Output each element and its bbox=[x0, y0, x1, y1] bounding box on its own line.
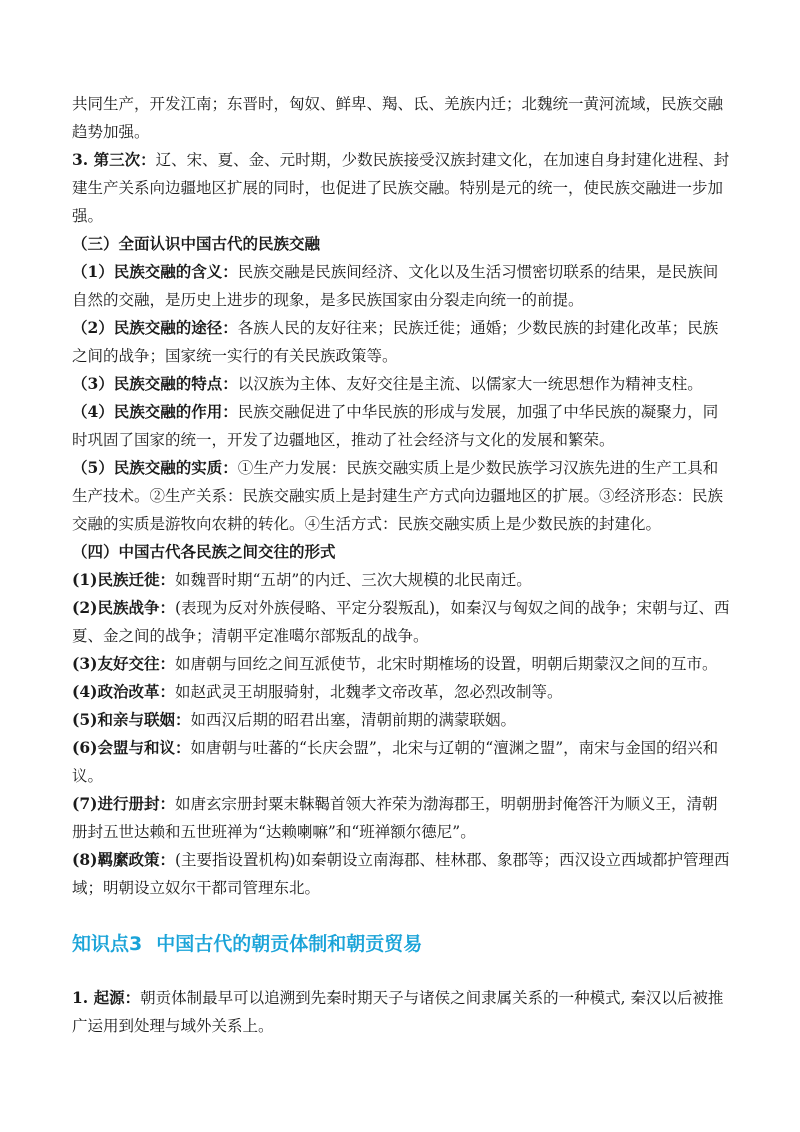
section3-item bbox=[72, 314, 732, 370]
continuation-text: 共同生产，开发江南；东晋时，匈奴、鲜卑、羯、氐、羌族内迁；北魏统一黄河流域，民族交融趋势加强。 bbox=[72, 95, 724, 141]
knowledge-point-heading bbox=[72, 930, 422, 958]
section3-item-text: 各族人民的友好往来；民族迁徙；通婚；少数民族的封建化改革；民族之间的战争；国家统一实行的有关民族政策等。 bbox=[72, 319, 719, 365]
section4-item bbox=[72, 846, 732, 902]
section4-item-text: (表现为反对外族侵略、平定分裂叛乱)，如秦汉与匈奴之间的战争；宋朝与辽、西夏、金之间的战争；清朝平定准噶尔部叛乱的战争。 bbox=[72, 599, 730, 645]
section3-title: （三）全面认识中国古代的民族交融 bbox=[72, 234, 321, 253]
section3-item bbox=[72, 454, 732, 538]
section4-item-text: 如唐玄宗册封粟末靺鞨首领大祚荣为渤海郡王，明朝册封俺答汗为顺义王，清朝册封五世达赖和五世班禅为“达赖喇嘛”和“班禅额尔德尼”。 bbox=[72, 795, 718, 841]
origin-label: 1. 起源： bbox=[72, 988, 141, 1007]
section4-item-label: (8)羁縻政策： bbox=[72, 850, 175, 869]
section4-item bbox=[72, 734, 732, 790]
section3-item-label: （5）民族交融的实质： bbox=[72, 458, 238, 477]
section3-item-text: 以汉族为主体、友好交往是主流、以儒家大一统思想作为精神支柱。 bbox=[237, 375, 703, 393]
section4-item bbox=[72, 790, 732, 846]
knowledge-point-number: 知识点3 bbox=[72, 933, 143, 955]
section3-item-label: （3）民族交融的特点： bbox=[72, 374, 238, 393]
section3-item-text: 民族交融促进了中华民族的形成与发展，加强了中华民族的凝聚力，同时巩固了国家的统一，开发了边疆地区，推动了社会经济与文化的发展和繁荣。 bbox=[72, 403, 719, 449]
section4-item-text: 如魏晋时期“五胡”的内迁、三次大规模的北民南迁。 bbox=[174, 571, 532, 589]
section3-item bbox=[72, 370, 732, 398]
third-stage-text: 辽、宋、夏、金、元时期，少数民族接受汉族封建文化，在加速自身封建化进程、封建生产关系向边疆地区扩展的同时，也促进了民族交融。特别是元的统一，使民族交融进一步加强。 bbox=[72, 151, 730, 225]
section4-item-text: 如赵武灵王胡服骑射，北魏孝文帝改革，忽必烈改制等。 bbox=[174, 683, 563, 701]
section3-item-label: （2）民族交融的途径： bbox=[72, 318, 238, 337]
section4-item-text: (主要指设置机构)如秦朝设立南海郡、桂林郡、象郡等；西汉设立西域都护管理西域；明朝设立奴尔干都司管理东北。 bbox=[72, 851, 730, 897]
origin-text: 朝贡体制最早可以追溯到先秦时期天子与诸侯之间隶属关系的一种模式, 秦汉以后被推广运用到处理与域外关系上。 bbox=[72, 989, 724, 1035]
section4-item-text: 如唐朝与吐蕃的“长庆会盟”，北宋与辽朝的“澶渊之盟”，南宋与金国的绍兴和议。 bbox=[72, 739, 719, 785]
section3-item-label: （4）民族交融的作用： bbox=[72, 402, 238, 421]
continuation-paragraph bbox=[72, 90, 732, 146]
knowledge-point-title: 中国古代的朝贡体制和朝贡贸易 bbox=[156, 933, 423, 955]
third-stage-paragraph bbox=[72, 146, 732, 230]
section4-item-label: (2)民族战争： bbox=[72, 598, 175, 617]
section4-item-text: 如唐朝与回纥之间互派使节，北宋时期榷场的设置，明朝后期蒙汉之间的互市。 bbox=[174, 655, 718, 673]
section4-item bbox=[72, 566, 732, 594]
section4-item-label: (4)政治改革： bbox=[72, 682, 175, 701]
section4-item-label: (3)友好交往： bbox=[72, 654, 175, 673]
section4-item-label: (6)会盟与和议： bbox=[72, 738, 191, 757]
section4-item-label: (5)和亲与联姻： bbox=[72, 710, 191, 729]
section3-item bbox=[72, 398, 732, 454]
section4-item-label: (1)民族迁徙： bbox=[72, 570, 175, 589]
section3-item bbox=[72, 258, 732, 314]
section4-item bbox=[72, 650, 732, 678]
section4-item bbox=[72, 594, 732, 650]
section4-title: （四）中国古代各民族之间交往的形式 bbox=[72, 542, 336, 561]
third-stage-label: 3. 第三次： bbox=[72, 150, 156, 169]
section3-item-label: （1）民族交融的含义： bbox=[72, 262, 238, 281]
section4-item-text: 如西汉后期的昭君出塞，清朝前期的满蒙联姻。 bbox=[190, 711, 516, 729]
section4-item bbox=[72, 678, 732, 706]
section3-item-text: 民族交融是民族间经济、文化以及生活习惯密切联系的结果，是民族间自然的交融，是历史上进步的现象，是多民族国家由分裂走向统一的前提。 bbox=[72, 263, 719, 309]
section4-item-label: (7)进行册封： bbox=[72, 794, 175, 813]
section4-item bbox=[72, 706, 732, 734]
section3-item-text: ①生产力发展：民族交融实质上是少数民族学习汉族先进的生产工具和生产技术。②生产关系：民族交融实质上是封建生产方式向边疆地区的扩展。③经济形态：民族交融的实质是游牧向农耕的转化。④生活方式：民族交融实质上是少数民族的封建化。 bbox=[72, 459, 724, 533]
origin-paragraph bbox=[72, 984, 732, 1040]
